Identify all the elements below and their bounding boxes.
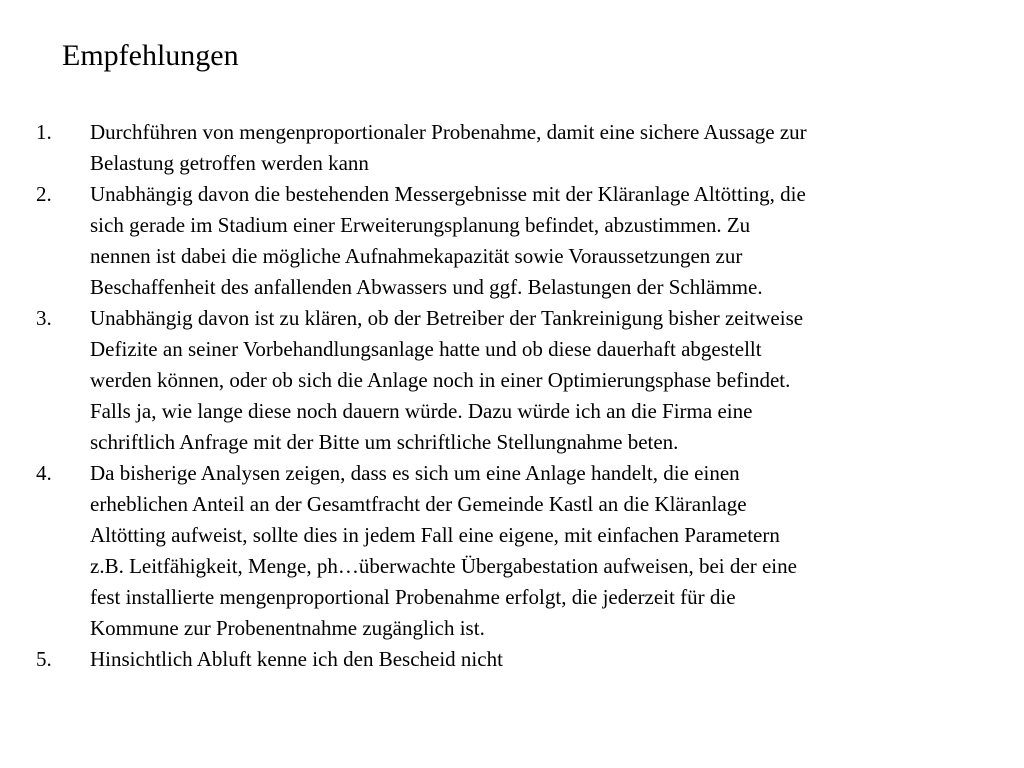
- item-text-line: nennen ist dabei die mögliche Aufnahmekapazität sowie Voraussetzungen zur: [90, 244, 743, 268]
- item-text-line: Unabhängig davon die bestehenden Messergebnisse mit der Kläranlage Altötting, die: [90, 182, 806, 206]
- item-number: 4.: [36, 461, 52, 485]
- item-text-line: Falls ja, wie lange diese noch dauern würde. Dazu würde ich an die Firma eine: [90, 399, 753, 423]
- list-item: [36, 458, 996, 644]
- item-number: 3.: [36, 306, 52, 330]
- item-text-line: Belastung getroffen werden kann: [90, 151, 369, 175]
- item-text-line: Defizite an seiner Vorbehandlungsanlage hatte und ob diese dauerhaft abgestellt: [90, 337, 762, 361]
- item-text-line: Altötting aufweist, sollte dies in jedem Fall eine eigene, mit einfachen Parametern: [90, 523, 780, 547]
- recommendation-list: [36, 117, 996, 675]
- list-item: [36, 644, 996, 675]
- list-item: [36, 117, 996, 179]
- item-number: 1.: [36, 120, 52, 144]
- item-text-line: Da bisherige Analysen zeigen, dass es sich um eine Anlage handelt, die einen: [90, 461, 740, 485]
- item-number: 5.: [36, 647, 52, 671]
- list-item: [36, 179, 996, 303]
- item-text-line: schriftlich Anfrage mit der Bitte um schriftliche Stellungnahme beten.: [90, 430, 679, 454]
- item-text-line: z.B. Leitfähigkeit, Menge, ph…überwachte Übergabestation aufweisen, bei der eine: [90, 554, 797, 578]
- list-item: [36, 303, 996, 458]
- item-text-line: Durchführen von mengenproportionaler Probenahme, damit eine sichere Aussage zur: [90, 120, 807, 144]
- item-text-line: werden können, oder ob sich die Anlage noch in einer Optimierungsphase befindet.: [90, 368, 791, 392]
- item-text-line: sich gerade im Stadium einer Erweiterungsplanung befindet, abzustimmen. Zu: [90, 213, 751, 237]
- item-text-line: Beschaffenheit des anfallenden Abwassers und ggf. Belastungen der Schlämme.: [90, 275, 763, 299]
- item-text-line: fest installierte mengenproportional Probenahme erfolgt, die jederzeit für die: [90, 585, 736, 609]
- slide-title: Empfehlungen: [62, 39, 239, 72]
- item-text-line: erheblichen Anteil an der Gesamtfracht der Gemeinde Kastl an die Kläranlage: [90, 492, 747, 516]
- item-text-line: Kommune zur Probenentnahme zugänglich ist.: [90, 616, 485, 640]
- item-text-line: Hinsichtlich Abluft kenne ich den Bescheid nicht: [90, 647, 503, 671]
- item-number: 2.: [36, 182, 52, 206]
- item-text-line: Unabhängig davon ist zu klären, ob der Betreiber der Tankreinigung bisher zeitweise: [90, 306, 804, 330]
